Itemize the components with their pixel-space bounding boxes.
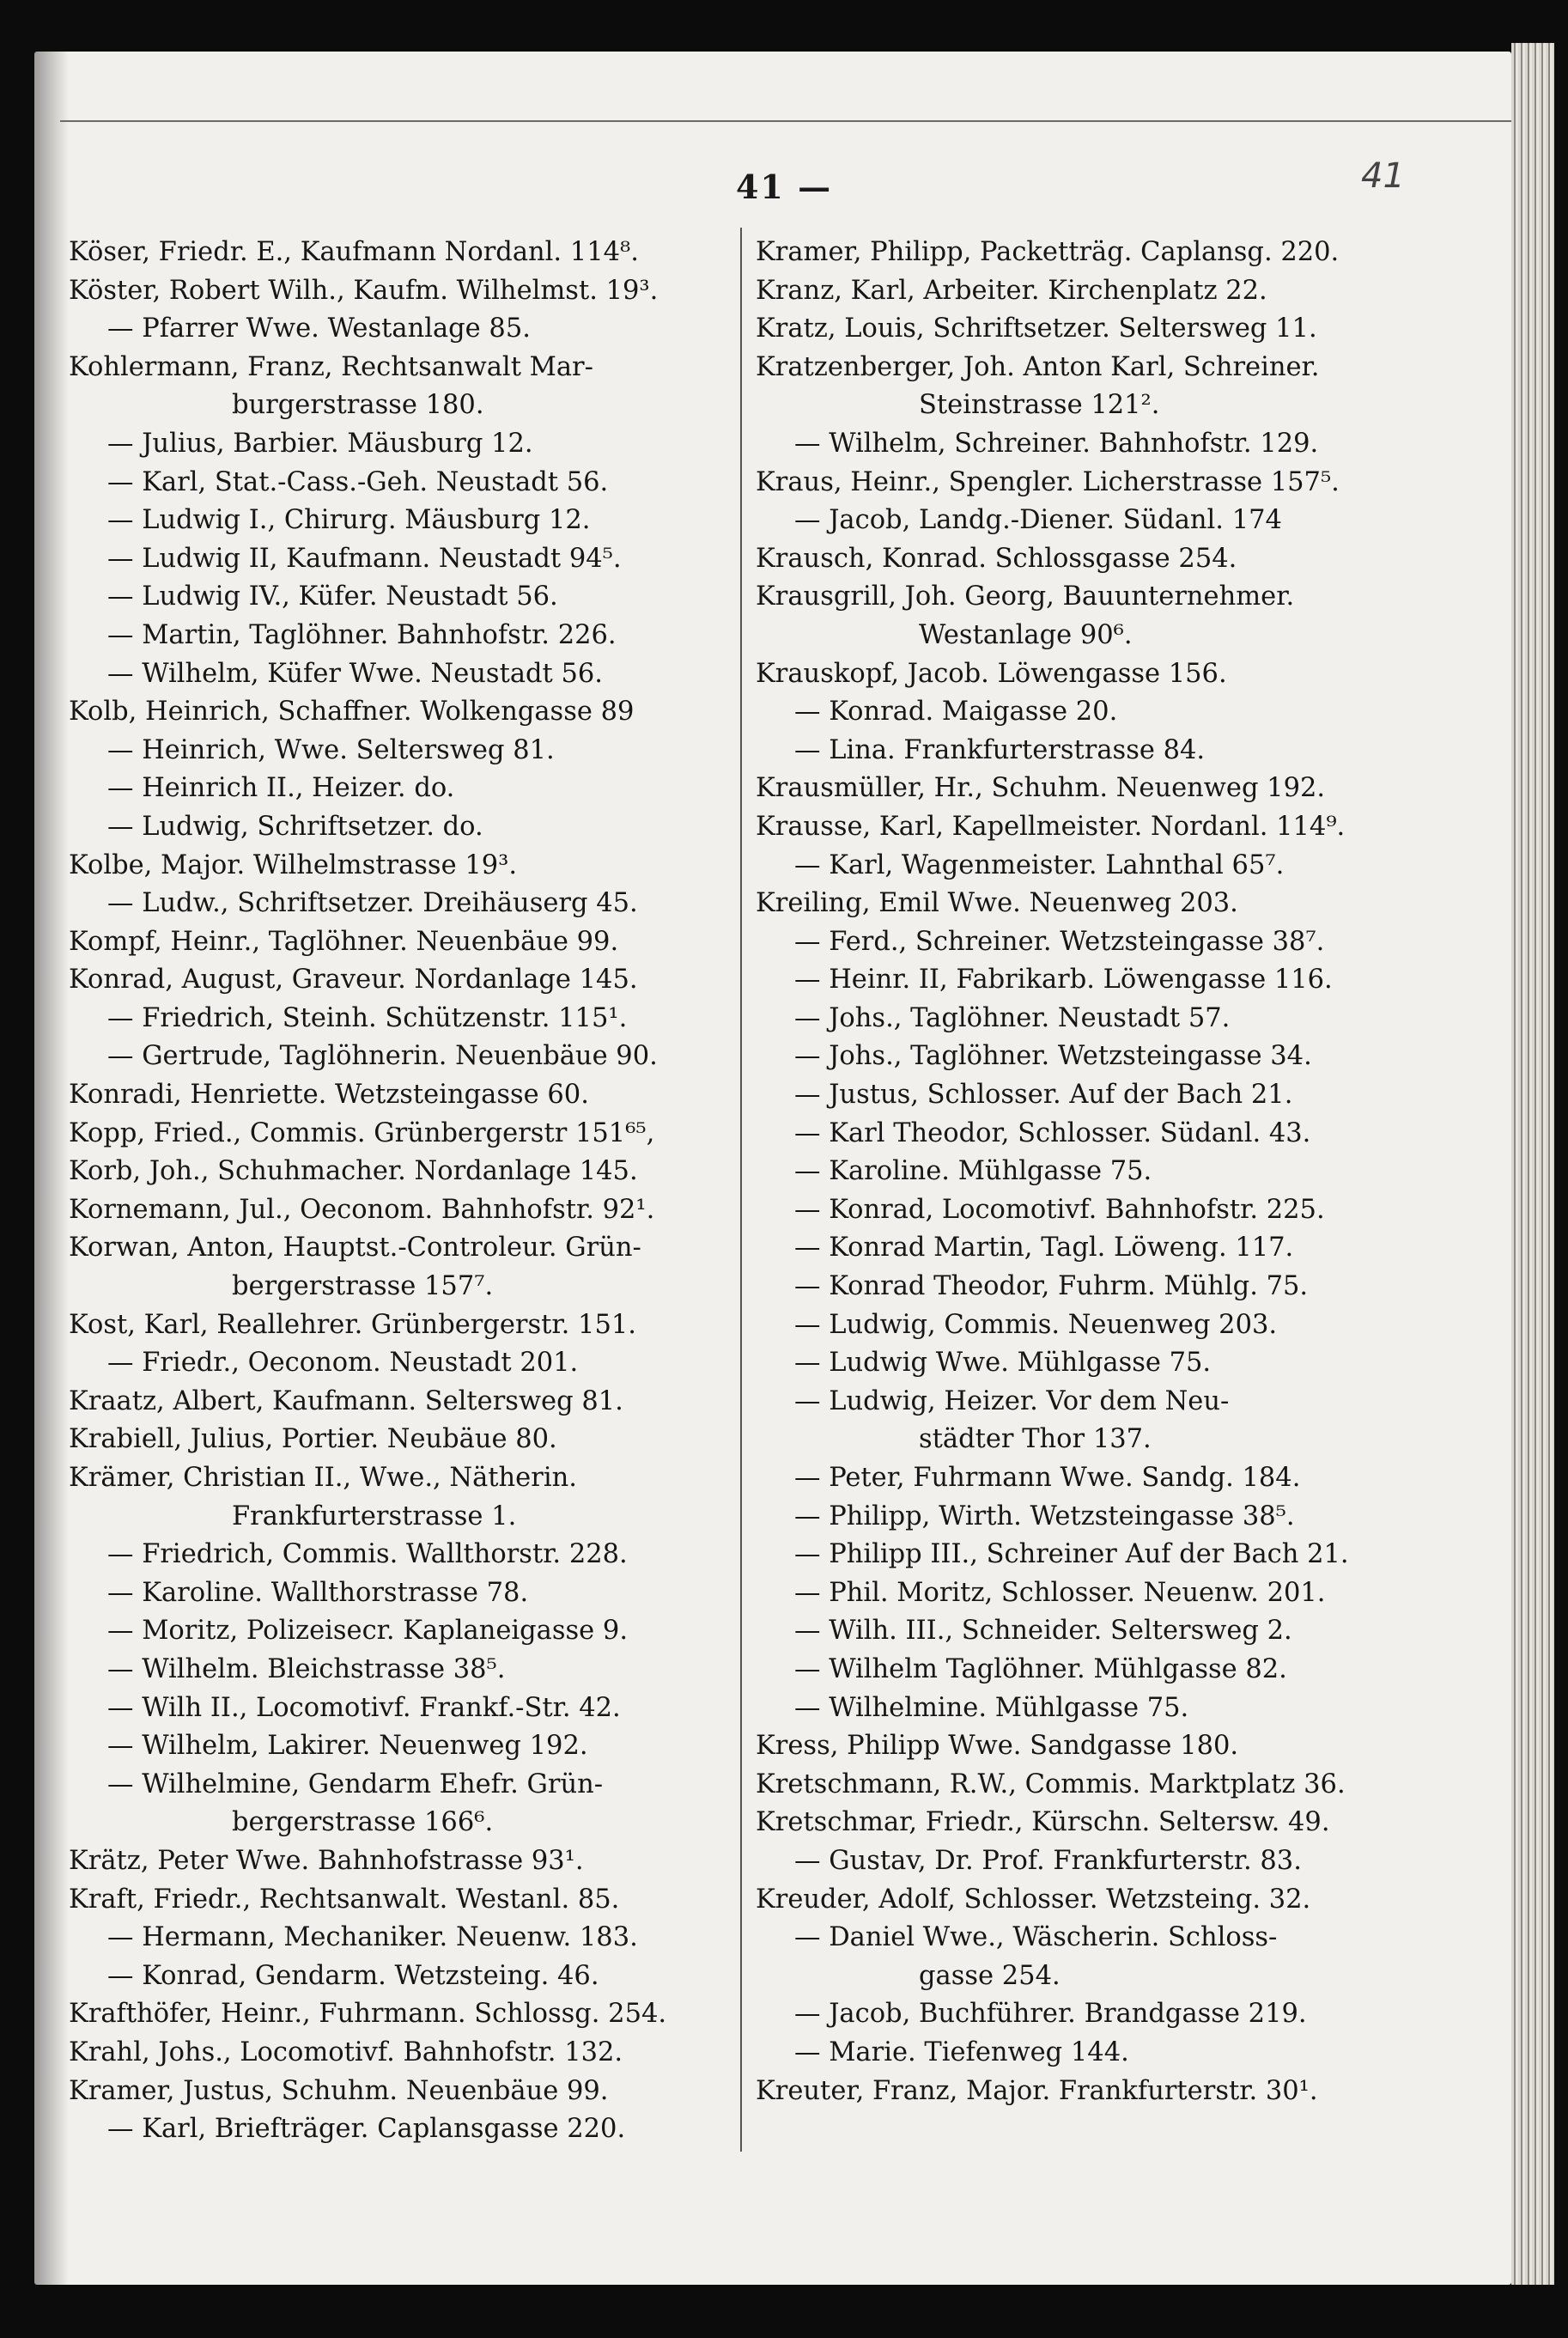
directory-entry: — Marie. Tiefenweg 144. <box>794 2037 1129 2067</box>
directory-entry: städter Thor 137. <box>919 1424 1152 1455</box>
directory-entry: — Ludwig Wwe. Mühlgasse 75. <box>794 1348 1212 1379</box>
directory-entry: Krabiell, Julius, Portier. Neubäue 80. <box>69 1424 557 1455</box>
directory-entry: — Heinr. II, Fabrikarb. Löwengasse 116. <box>794 965 1333 995</box>
directory-entry: — Wilhelmine. Mühlgasse 75. <box>794 1692 1189 1723</box>
directory-entry: — Gertrude, Taglöhnerin. Neuenbäue 90. <box>107 1041 658 1072</box>
directory-entry: — Konrad, Locomotivf. Bahnhofstr. 225. <box>794 1194 1325 1225</box>
directory-entry: — Hermann, Mechaniker. Neuenw. 183. <box>107 1922 638 1953</box>
directory-entry: — Heinrich II., Heizer. do. <box>107 773 455 804</box>
directory-entry: — Wilhelm, Lakirer. Neuenweg 192. <box>107 1731 588 1762</box>
directory-entry: — Karl, Wagenmeister. Lahnthal 65⁷. <box>794 849 1285 880</box>
directory-entry: bergerstrasse 166⁶. <box>232 1807 494 1838</box>
left-column <box>69 234 726 2149</box>
directory-entry: Kranz, Karl, Arbeiter. Kirchenplatz 22. <box>756 275 1267 306</box>
directory-entry: Westanlage 90⁶. <box>919 619 1133 650</box>
directory-entry: — Konrad Martin, Tagl. Löweng. 117. <box>794 1233 1294 1263</box>
directory-entry: Kopp, Fried., Commis. Grünbergerstr 151⁶⁵, <box>69 1117 655 1148</box>
directory-entry: — Karoline. Mühlgasse 75. <box>794 1156 1152 1187</box>
directory-entry: — Ludwig, Heizer. Vor dem Neu- <box>794 1385 1230 1416</box>
page-number-text: 41 <box>735 167 785 206</box>
directory-entry: — Gustav, Dr. Prof. Frankfurterstr. 83. <box>794 1845 1302 1876</box>
directory-entry: Krausmüller, Hr., Schuhm. Neuenweg 192. <box>756 773 1326 804</box>
directory-entry: Kreuder, Adolf, Schlosser. Wetzsteing. 32. <box>756 1884 1311 1915</box>
directory-entry: Kost, Karl, Reallehrer. Grünbergerstr. 151. <box>69 1309 636 1340</box>
directory-entry: — Karoline. Wallthorstrasse 78. <box>107 1577 529 1608</box>
directory-entry: Kraus, Heinr., Spengler. Licherstrasse 157⁵. <box>756 466 1340 497</box>
directory-entry: — Ludw., Schriftsetzer. Dreihäuserg 45. <box>107 888 638 919</box>
directory-entry: Kramer, Justus, Schuhm. Neuenbäue 99. <box>69 2075 609 2106</box>
directory-entry: Kolbe, Major. Wilhelmstrasse 19³. <box>69 849 518 880</box>
directory-entry: — Peter, Fuhrmann Wwe. Sandg. 184. <box>794 1463 1301 1493</box>
directory-entry: Krämer, Christian II., Wwe., Nätherin. <box>69 1463 577 1493</box>
directory-entry: Krauskopf, Jacob. Löwengasse 156. <box>756 658 1227 689</box>
page-edges <box>1511 43 1554 2285</box>
directory-entry: Steinstrasse 121². <box>919 390 1160 421</box>
directory-entry: Kramer, Philipp, Packetträg. Caplansg. 220. <box>756 237 1340 267</box>
column-divider <box>740 228 742 2152</box>
directory-entry: Korb, Joh., Schuhmacher. Nordanlage 145. <box>69 1156 638 1187</box>
directory-entry: Kraatz, Albert, Kaufmann. Seltersweg 81. <box>69 1385 623 1416</box>
page-number-dash: — <box>798 167 833 206</box>
header-rule <box>60 120 1511 122</box>
directory-entry: — Ludwig, Schriftsetzer. do. <box>107 811 483 842</box>
directory-entry: Kratz, Louis, Schriftsetzer. Seltersweg 11. <box>756 314 1317 344</box>
directory-entry: — Wilh II., Locomotivf. Frankf.-Str. 42. <box>107 1692 621 1723</box>
directory-entry: Kohlermann, Franz, Rechtsanwalt Mar- <box>69 351 593 382</box>
directory-entry: — Karl, Stat.-Cass.-Geh. Neustadt 56. <box>107 466 609 497</box>
directory-entry: Konradi, Henriette. Wetzsteingasse 60. <box>69 1080 589 1111</box>
directory-entry: Kretschmann, R.W., Commis. Marktplatz 36. <box>756 1769 1346 1799</box>
directory-entry: — Konrad. Maigasse 20. <box>794 697 1118 728</box>
directory-entry: Kretschmar, Friedr., Kürschn. Seltersw. 49. <box>756 1807 1330 1838</box>
directory-entry: — Daniel Wwe., Wäscherin. Schloss- <box>794 1922 1278 1953</box>
directory-entry: — Ferd., Schreiner. Wetzsteingasse 38⁷. <box>794 926 1325 957</box>
directory-entry: burgerstrasse 180. <box>232 390 484 421</box>
directory-entry: — Moritz, Polizeisecr. Kaplaneigasse 9. <box>107 1616 629 1647</box>
directory-entry: Kratzenberger, Joh. Anton Karl, Schreiner. <box>756 351 1320 382</box>
directory-entry: — Konrad Theodor, Fuhrm. Mühlg. 75. <box>794 1271 1309 1302</box>
directory-entry: Köster, Robert Wilh., Kaufm. Wilhelmst. 19³. <box>69 275 659 306</box>
directory-entry: — Lina. Frankfurterstrasse 84. <box>794 734 1206 765</box>
directory-entry: Frankfurterstrasse 1. <box>232 1501 517 1531</box>
directory-entry: Kraft, Friedr., Rechtsanwalt. Westanl. 85. <box>69 1884 620 1915</box>
directory-entry: — Wilh. III., Schneider. Seltersweg 2. <box>794 1616 1292 1647</box>
directory-entry: — Ludwig IV., Küfer. Neustadt 56. <box>107 581 558 612</box>
directory-entry: — Wilhelm, Schreiner. Bahnhofstr. 129. <box>794 428 1319 459</box>
directory-entry: — Ludwig, Commis. Neuenweg 203. <box>794 1309 1278 1340</box>
directory-entry: Krausch, Konrad. Schlossgasse 254. <box>756 543 1237 574</box>
directory-entry: — Wilhelmine, Gendarm Ehefr. Grün- <box>107 1769 604 1799</box>
directory-entry: — Ludwig II, Kaufmann. Neustadt 94⁵. <box>107 543 622 574</box>
directory-entry: Krahl, Johs., Locomotivf. Bahnhofstr. 132. <box>69 2037 623 2067</box>
gutter-shadow <box>34 52 69 2285</box>
directory-entry: — Philipp III., Schreiner Auf der Bach 21. <box>794 1539 1349 1570</box>
directory-entry: — Wilhelm Taglöhner. Mühlgasse 82. <box>794 1653 1287 1684</box>
directory-entry: Kreiling, Emil Wwe. Neuenweg 203. <box>756 888 1238 919</box>
directory-entry: — Konrad, Gendarm. Wetzsteing. 46. <box>107 1960 599 1991</box>
directory-entry: — Wilhelm, Küfer Wwe. Neustadt 56. <box>107 658 603 689</box>
directory-entry: — Ludwig I., Chirurg. Mäusburg 12. <box>107 505 591 536</box>
directory-entry: — Julius, Barbier. Mäusburg 12. <box>107 428 533 459</box>
directory-entry: — Heinrich, Wwe. Seltersweg 81. <box>107 734 555 765</box>
directory-entry: Konrad, August, Graveur. Nordanlage 145. <box>69 965 638 995</box>
handwritten-page-note: 41 <box>1361 156 1405 196</box>
directory-entry: Kompf, Heinr., Taglöhner. Neuenbäue 99. <box>69 926 619 957</box>
directory-entry: — Justus, Schlosser. Auf der Bach 21. <box>794 1080 1293 1111</box>
directory-entry: Kreuter, Franz, Major. Frankfurterstr. 30¹. <box>756 2075 1318 2106</box>
directory-entry: — Friedrich, Commis. Wallthorstr. 228. <box>107 1539 628 1570</box>
directory-entry: gasse 254. <box>919 1960 1061 1991</box>
directory-entry: Krafthöfer, Heinr., Fuhrmann. Schlossg. 254. <box>69 1999 667 2030</box>
directory-entry: — Jacob, Landg.-Diener. Südanl. 174 <box>794 505 1282 536</box>
directory-entry: — Friedr., Oeconom. Neustadt 201. <box>107 1348 579 1379</box>
page-number <box>0 167 1568 206</box>
directory-entry: Krausgrill, Joh. Georg, Bauunternehmer. <box>756 581 1295 612</box>
directory-entry: Krätz, Peter Wwe. Bahnhofstrasse 93¹. <box>69 1845 584 1876</box>
directory-entry: — Johs., Taglöhner. Neustadt 57. <box>794 1002 1231 1033</box>
directory-entry: Korwan, Anton, Hauptst.-Controleur. Grün- <box>69 1233 641 1263</box>
directory-entry: — Karl, Briefträger. Caplansgasse 220. <box>107 2114 626 2145</box>
directory-entry: — Martin, Taglöhner. Bahnhofstr. 226. <box>107 619 617 650</box>
directory-entry: — Phil. Moritz, Schlosser. Neuenw. 201. <box>794 1577 1326 1608</box>
directory-entry: Krausse, Karl, Kapellmeister. Nordanl. 114⁹. <box>756 811 1346 842</box>
directory-entry: — Friedrich, Steinh. Schützenstr. 115¹. <box>107 1002 628 1033</box>
directory-entry: Kress, Philipp Wwe. Sandgasse 180. <box>756 1731 1239 1762</box>
directory-entry: Kornemann, Jul., Oeconom. Bahnhofstr. 92¹. <box>69 1194 655 1225</box>
directory-entry: — Philipp, Wirth. Wetzsteingasse 38⁵. <box>794 1501 1295 1531</box>
directory-entry: — Johs., Taglöhner. Wetzsteingasse 34. <box>794 1041 1312 1072</box>
directory-entry: — Pfarrer Wwe. Westanlage 85. <box>107 314 531 344</box>
directory-entry: bergerstrasse 157⁷. <box>232 1271 494 1302</box>
directory-entry: — Karl Theodor, Schlosser. Südanl. 43. <box>794 1117 1311 1148</box>
directory-entry: — Jacob, Buchführer. Brandgasse 219. <box>794 1999 1307 2030</box>
directory-entry: Köser, Friedr. E., Kaufmann Nordanl. 114⁸. <box>69 237 639 267</box>
right-column <box>756 234 1408 2110</box>
directory-entry: — Wilhelm. Bleichstrasse 38⁵. <box>107 1653 506 1684</box>
directory-entry: Kolb, Heinrich, Schaffner. Wolkengasse 89 <box>69 697 635 728</box>
